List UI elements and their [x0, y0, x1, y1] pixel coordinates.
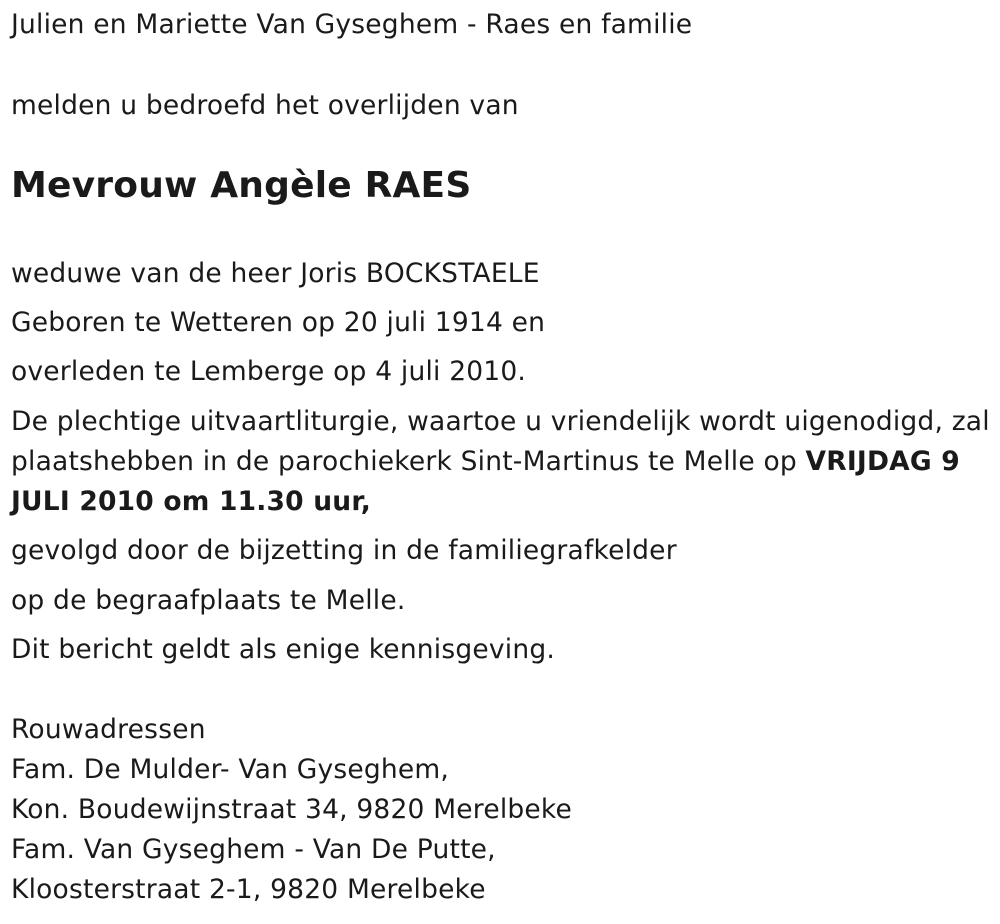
death-line: overleden te Lemberge op 4 juli 2010. — [11, 356, 527, 387]
burial-line-2: op de begraafplaats te Melle. — [11, 585, 406, 616]
ceremony-paragraph — [11, 402, 996, 522]
address-name-1: Fam. De Mulder- Van Gyseghem, — [11, 754, 449, 785]
family-line: Julien en Mariette Van Gyseghem - Raes en familie — [11, 9, 693, 40]
addresses-heading: Rouwadressen — [11, 714, 206, 745]
burial-line-1: gevolgd door de bijzetting in de familiegrafkelder — [11, 535, 677, 566]
ceremony-text: De plechtige uitvaartliturgie, waartoe u vriendelijk wordt uigenodigd, zal plaatshebben in de parochiekerk Sint-Martinus te Melle op — [11, 406, 990, 477]
birth-line: Geboren te Wetteren op 20 juli 1914 en — [11, 307, 546, 338]
address-street-2: Kloosterstraat 2-1, 9820 Merelbeke — [11, 874, 486, 905]
widow-line: weduwe van de heer Joris BOCKSTAELE — [11, 258, 540, 289]
deceased-name: Mevrouw Angèle RAES — [11, 165, 472, 206]
ceremony-date: VRIJDAG 9 JULI 2010 om 11.30 uur, — [11, 446, 960, 517]
address-street-1: Kon. Boudewijnstraat 34, 9820 Merelbeke — [11, 794, 573, 825]
address-name-2: Fam. Van Gyseghem - Van De Putte, — [11, 834, 496, 865]
notice-line: Dit bericht geldt als enige kennisgeving. — [11, 634, 555, 665]
announce-line: melden u bedroefd het overlijden van — [11, 90, 519, 121]
